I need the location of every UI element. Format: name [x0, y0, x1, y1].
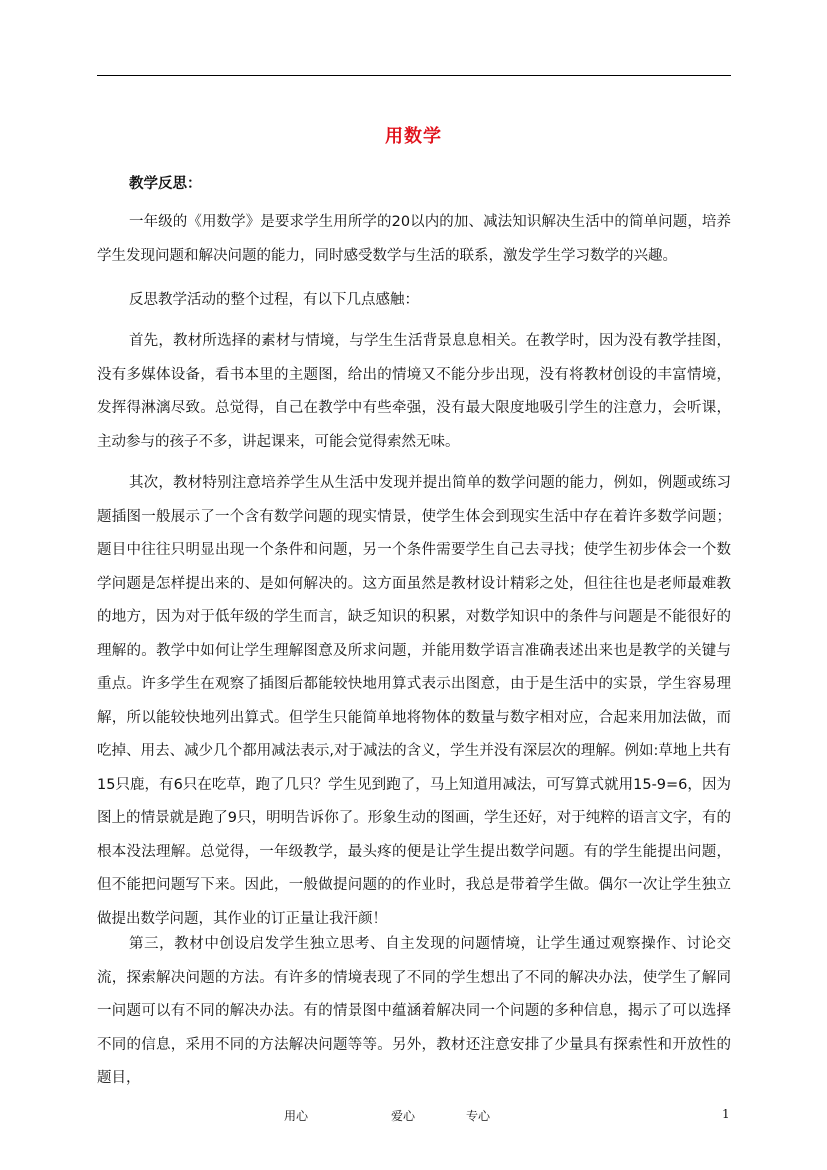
page-number: 1 — [722, 1107, 730, 1121]
header-rule — [97, 75, 731, 76]
paragraph-third-point: 第三，教材中创设启发学生独立思考、自主发现的问题情境，让学生通过观察操作、讨论交流，探索解决问题的方法。有许多的情境表现了不同的学生想出了不同的解决办法，使学生了解同一问题可以有不同的解决办法。有的情景图中蕴涵着解决同一个问题的多种信息，揭示了可以选择不同的信息，采用不同的方法解决问题等等。另外，教材还注意安排了少量具有探索性和开放性的题目， — [97, 936, 731, 1086]
footer-motto-2: 爱心 — [391, 1109, 416, 1123]
document-title: 用数学 — [385, 126, 442, 147]
footer-motto-3: 专心 — [466, 1109, 491, 1123]
paragraph-first-point: 首先，教材所选择的素材与情境，与学生生活背景息息相关。在教学时，因为没有教学挂图，没有多媒体设备，看书本里的主题图，给出的情境又不能分步出现，没有将教材创设的丰富情境，发挥得淋漓尽致。总觉得，自己在教学中有些牵强，没有最大限度地吸引学生的注意力，会听课，主动参与的孩子不多，讲起课来，可能会觉得索然无味。 — [97, 333, 731, 450]
paragraph-second-point: 其次，教材特别注意培养学生从生活中发现并提出简单的数学问题的能力，例如，例题或练习题插图一般展示了一个含有数学问题的现实情景，使学生体会到现实生活中存在着许多数学问题；题目中往往只明显出现一个条件和问题，另一个条件需要学生自己去寻找；使学生初步体会一个数学问题是怎样提出来的、是如何解决的。这方面虽然是教材设计精彩之处，但往往也是老师最难教的地方，因为对于低年级的学生而言，缺乏知识的积累，对数学知识中的条件与问题是不能很好的理解的。教学中如何让学生理解图意及所求问题，并能用数学语言准确表述出来也是教学的关键与重点。许多学生在观察了插图后都能较快地用算式表示出图意，由于是生活中的实景，学生容易理解，所以能较快地列出算式。但学生只能简单地将物体的数量与数字相对应，合起来用加法做，而吃掉、用去、减少几个都用减法表示,对于减法的含义，学生并没有深层次的理解。例如:草地上共有15只鹿，有6只在吃草，跑了几只？学生见到跑了，马上知道用减法，可写算式就用15-9=6，因为图上的情景就是跑了9只，明明告诉你了。形象生动的图画，学生还好，对于纯粹的语言文字，有的根本没法理解。总觉得，一年级教学，最头疼的便是让学生提出数学问题。有的学生能提出问题，但不能把问题写下来。因此，一般做提问题的的作业时，我总是带着学生做。偶尔一次让学生独立做提出数学问题，其作业的订正量让我汗颜！ — [97, 475, 731, 927]
paragraph-reflection-lead: 反思教学活动的整个过程，有以下几点感触： — [129, 292, 419, 308]
paragraph-intro: 一年级的《用数学》是要求学生用所学的20以内的加、减法知识解决生活中的简单问题，培养学生发现问题和解决问题的能力，同时感受数学与生活的联系，激发学生学习数学的兴趣。 — [97, 214, 731, 264]
section-heading: 教学反思： — [129, 176, 202, 192]
footer-motto-1: 用心 — [284, 1109, 309, 1123]
